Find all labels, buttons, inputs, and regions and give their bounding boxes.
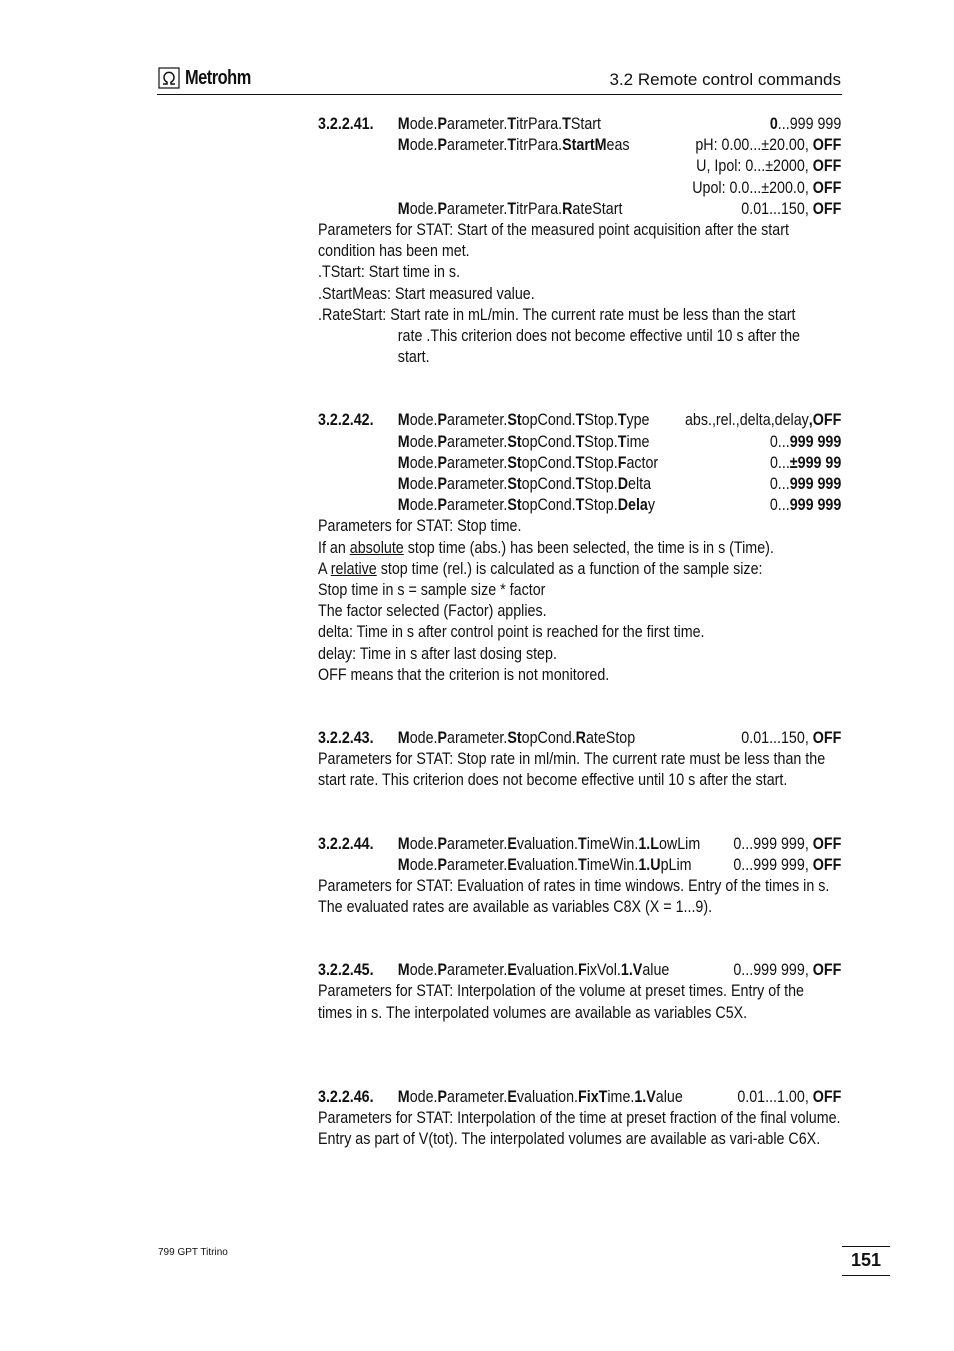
bold-fragment: P xyxy=(437,452,448,472)
description-text: If an xyxy=(318,537,350,557)
text-fragment: arameter. xyxy=(447,431,508,451)
text-fragment: arameter. xyxy=(447,473,508,493)
bold-fragment: OFF xyxy=(812,854,842,874)
text-fragment: Stop. xyxy=(584,410,618,430)
command-section xyxy=(318,833,841,918)
section-number: 3.2.2.43. xyxy=(318,727,374,747)
bold-fragment: 1.V xyxy=(620,960,643,980)
command-row xyxy=(318,833,841,854)
command-value-range xyxy=(741,198,841,219)
text-fragment: valuation. xyxy=(516,1086,579,1106)
bold-fragment: M xyxy=(397,833,410,853)
footer-product: 799 GPT Titrino xyxy=(158,1247,228,1258)
section-number: 3.2.2.41. xyxy=(318,114,374,133)
bold-fragment: T xyxy=(578,833,587,853)
command-name xyxy=(398,134,630,155)
bold-fragment: R xyxy=(575,727,586,747)
text-fragment: alue xyxy=(655,1086,683,1106)
description-text: .StartMeas: Start measured value. xyxy=(318,283,535,303)
text-fragment: pH: 0.00...±20.00, xyxy=(695,135,813,155)
command-value-range xyxy=(696,155,841,176)
description-line xyxy=(318,875,841,917)
section-description xyxy=(318,1107,841,1149)
command-value-range xyxy=(737,1086,841,1107)
bold-fragment: P xyxy=(437,727,448,747)
text-fragment: U, Ipol: 0...±2000, xyxy=(696,156,813,176)
bold-fragment: P xyxy=(437,410,448,430)
bold-fragment: T xyxy=(575,410,585,430)
bold-fragment: M xyxy=(397,473,410,493)
text-fragment: itrPara. xyxy=(516,114,563,133)
bold-fragment: P xyxy=(437,114,448,133)
section-description xyxy=(318,875,841,917)
command-row xyxy=(318,452,841,473)
command-value-range xyxy=(741,727,841,748)
bold-fragment: OFF xyxy=(812,727,842,747)
description-text: stop time (abs.) has been selected, the time is in s (Time). xyxy=(403,537,774,557)
command-value-range xyxy=(685,409,841,430)
text-fragment: valuation. xyxy=(516,833,579,853)
description-text: .RateStart: Start rate in mL/min. The current rate must be less than the start xyxy=(318,304,796,324)
description-line xyxy=(318,748,841,790)
command-name xyxy=(398,431,650,452)
bold-fragment: D xyxy=(617,473,629,493)
bold-fragment: T xyxy=(507,135,517,155)
description-text: A xyxy=(318,558,331,578)
bold-fragment: P xyxy=(437,960,448,980)
text-fragment: ode. xyxy=(409,410,438,430)
section-description xyxy=(318,980,841,1022)
section-number: 3.2.2.44. xyxy=(318,833,374,853)
command-name xyxy=(398,959,670,980)
section-title: 3.2 Remote control commands xyxy=(609,70,841,89)
bold-fragment: E xyxy=(507,960,517,980)
text-fragment: ode. xyxy=(409,833,438,853)
bold-fragment: St xyxy=(507,431,522,451)
command-row xyxy=(318,473,841,494)
description-line xyxy=(318,579,841,600)
text-fragment: opCond. xyxy=(521,410,576,430)
bold-fragment: P xyxy=(437,135,448,155)
text-fragment: ode. xyxy=(409,495,438,515)
description-text: Parameters for STAT: Interpolation of the volume at preset times. Entry of the times in s. The interpolated volumes are available as variables C5X. xyxy=(318,981,805,1022)
command-value-range xyxy=(733,959,841,980)
text-fragment: arameter. xyxy=(447,452,508,472)
bold-fragment: M xyxy=(397,727,410,747)
description-text: stop time (rel.) is calculated as a function of the sample size: xyxy=(376,558,763,578)
text-fragment: elta xyxy=(628,473,652,493)
bold-fragment: F xyxy=(578,960,587,980)
text-fragment: itrPara. xyxy=(516,198,563,218)
bold-fragment: P xyxy=(437,833,448,853)
command-row xyxy=(318,959,841,980)
command-row xyxy=(318,854,841,875)
bold-fragment: T xyxy=(578,854,587,874)
text-fragment: 0...999 999, xyxy=(733,854,813,874)
command-name xyxy=(398,409,650,430)
description-text: Parameters for STAT: Stop rate in ml/min. The current rate must be less than the start rate. This criterion does not become effective until 10 s after the start. xyxy=(318,749,826,790)
description-text: The factor selected (Factor) applies. xyxy=(318,601,547,621)
bold-fragment: OFF xyxy=(812,833,842,853)
command-section xyxy=(318,959,841,1023)
text-fragment: 0... xyxy=(769,452,790,472)
command-value-range xyxy=(770,431,841,452)
description-continuation: rate .This criterion does not become effective until 10 s after the xyxy=(397,325,800,345)
description-text: Parameters for STAT: Start of the measured point acquisition after the start condition has been met. xyxy=(318,219,789,261)
text-fragment: Stop. xyxy=(584,431,618,451)
text-fragment: 0...999 999, xyxy=(733,960,813,980)
bold-fragment: St xyxy=(507,410,522,430)
bold-fragment: P xyxy=(437,495,448,515)
text-fragment: 0... xyxy=(769,431,790,451)
bold-fragment: OFF xyxy=(812,177,842,197)
text-fragment: ateStart xyxy=(572,198,623,218)
section-description xyxy=(318,219,841,367)
text-fragment: opCond. xyxy=(521,727,576,747)
description-continuation: start. xyxy=(397,347,430,367)
text-fragment: ime. xyxy=(607,1086,635,1106)
bold-fragment: OFF xyxy=(812,135,842,155)
text-fragment: ode. xyxy=(409,473,438,493)
bold-fragment: M xyxy=(397,495,410,515)
command-row xyxy=(318,1086,841,1107)
command-value-range xyxy=(770,452,841,473)
text-fragment: arameter. xyxy=(447,114,508,133)
bold-fragment: T xyxy=(617,431,627,451)
bold-fragment: R xyxy=(562,198,573,218)
bold-fragment: M xyxy=(397,410,410,430)
command-value-range xyxy=(770,113,841,134)
description-text: Stop time in s = sample size * factor xyxy=(318,579,546,599)
bold-fragment: T xyxy=(575,431,585,451)
bold-fragment: 1.L xyxy=(638,833,659,853)
command-name xyxy=(398,113,601,134)
text-fragment: Stop. xyxy=(584,495,618,515)
text-fragment: Start xyxy=(570,114,602,133)
command-name xyxy=(398,473,651,494)
description-text: OFF means that the criterion is not monitored. xyxy=(318,664,610,684)
text-fragment: Stop. xyxy=(584,452,618,472)
bold-fragment: T xyxy=(507,114,517,133)
bold-fragment: P xyxy=(437,854,448,874)
bold-fragment: St xyxy=(507,727,522,747)
text-fragment: pLim xyxy=(660,854,692,874)
command-section xyxy=(318,409,841,685)
text-fragment: arameter. xyxy=(447,854,508,874)
text-fragment: Upol: 0.0...±200.0, xyxy=(692,177,813,197)
description-line xyxy=(318,1107,841,1149)
description-line xyxy=(318,537,841,558)
command-row xyxy=(318,494,841,515)
text-fragment: arameter. xyxy=(447,198,508,218)
bold-fragment: P xyxy=(437,431,448,451)
text-fragment: 0.01...150, xyxy=(741,727,813,747)
text-fragment: ode. xyxy=(409,198,438,218)
description-line xyxy=(318,304,841,325)
sections-container xyxy=(318,113,841,1149)
description-line xyxy=(318,283,841,304)
command-row xyxy=(318,431,841,452)
text-fragment: alue xyxy=(642,960,670,980)
bold-fragment: OFF xyxy=(812,1086,842,1106)
bold-fragment: P xyxy=(437,473,448,493)
bold-fragment: M xyxy=(397,114,410,133)
bold-fragment: P xyxy=(437,1086,448,1106)
bold-fragment: T xyxy=(617,410,627,430)
text-fragment: ode. xyxy=(409,1086,438,1106)
bold-fragment: 999 999 xyxy=(789,473,842,493)
command-name xyxy=(398,1086,683,1107)
bold-fragment: E xyxy=(507,854,517,874)
description-text: Parameters for STAT: Evaluation of rates in time windows. Entry of the times in s. The evaluated rates are available as variables C8X (X = 1...9). xyxy=(318,875,830,917)
underlined-term: relative xyxy=(330,558,377,578)
section-number: 3.2.2.46. xyxy=(318,1086,374,1106)
bold-fragment: T xyxy=(575,473,585,493)
command-row xyxy=(318,198,841,219)
command-row xyxy=(318,409,841,430)
underlined-term: absolute xyxy=(349,537,404,557)
command-name xyxy=(398,727,635,748)
command-section xyxy=(318,1086,841,1150)
bold-fragment: E xyxy=(507,1086,517,1106)
section-description xyxy=(318,748,841,790)
bold-fragment: 999 999 xyxy=(789,495,842,515)
bold-fragment: OFF xyxy=(812,198,842,218)
text-fragment: ode. xyxy=(409,960,438,980)
text-fragment: ateStop xyxy=(585,727,636,747)
text-fragment: imeWin. xyxy=(586,854,639,874)
bold-fragment: St xyxy=(507,495,522,515)
text-fragment: ixVol. xyxy=(586,960,621,980)
text-fragment: ode. xyxy=(409,114,438,133)
text-fragment: ype xyxy=(626,410,650,430)
bold-fragment: ,OFF xyxy=(808,410,842,430)
bold-fragment: T xyxy=(562,114,571,133)
text-fragment: ime xyxy=(626,431,650,451)
command-value-range xyxy=(695,134,841,155)
description-text: Parameters for STAT: Interpolation of the time at preset fraction of the final volume. Entry as part of V(tot). The interpolated volumes are available as vari-able C6X. xyxy=(318,1108,841,1149)
command-row xyxy=(318,113,841,134)
logo-text: Metrohm xyxy=(185,66,251,89)
bold-fragment: St xyxy=(507,452,522,472)
description-text: Parameters for STAT: Stop time. xyxy=(318,516,522,536)
command-value-range xyxy=(733,833,841,854)
bold-fragment: FixT xyxy=(578,1086,608,1106)
bold-fragment: 1.U xyxy=(638,854,661,874)
bold-fragment: OFF xyxy=(812,960,842,980)
text-fragment: itrPara. xyxy=(516,135,563,155)
text-fragment: valuation. xyxy=(516,854,579,874)
bold-fragment: T xyxy=(507,198,517,218)
text-fragment: y xyxy=(647,495,656,515)
bold-fragment: E xyxy=(507,833,517,853)
description-text: .TStart: Start time in s. xyxy=(318,262,461,282)
bold-fragment: M xyxy=(397,431,410,451)
bold-fragment: M xyxy=(397,198,410,218)
description-line xyxy=(318,261,841,282)
command-row xyxy=(318,134,841,155)
command-name xyxy=(398,198,623,219)
command-row xyxy=(318,177,841,198)
text-fragment: ode. xyxy=(409,727,438,747)
text-fragment: 0.01...150, xyxy=(741,198,813,218)
metrohm-logo xyxy=(158,66,265,90)
section-description xyxy=(318,515,841,685)
footer-rule-bottom xyxy=(842,1275,890,1276)
bold-fragment: M xyxy=(397,135,410,155)
footer-rule-top xyxy=(842,1246,890,1247)
bold-fragment: OFF xyxy=(812,156,842,176)
bold-fragment: ±999 99 xyxy=(789,452,842,472)
text-fragment: arameter. xyxy=(447,1086,508,1106)
command-value-range xyxy=(770,473,841,494)
text-fragment: ode. xyxy=(409,452,438,472)
text-fragment: arameter. xyxy=(447,833,508,853)
text-fragment: arameter. xyxy=(447,495,508,515)
description-line xyxy=(318,621,841,642)
header-rule xyxy=(157,94,842,95)
text-fragment: 0... xyxy=(769,473,790,493)
page-number: 151 xyxy=(850,1250,882,1270)
text-fragment: arameter. xyxy=(447,727,508,747)
command-value-range xyxy=(692,177,841,198)
bold-fragment: M xyxy=(397,1086,410,1106)
command-section xyxy=(318,727,841,791)
text-fragment: Stop. xyxy=(584,473,618,493)
text-fragment: opCond. xyxy=(521,495,576,515)
bold-fragment: M xyxy=(397,960,410,980)
text-fragment: opCond. xyxy=(521,452,576,472)
section-number: 3.2.2.42. xyxy=(318,410,374,430)
description-line xyxy=(318,980,841,1022)
command-value-range xyxy=(733,854,841,875)
bold-fragment: T xyxy=(575,495,585,515)
command-name xyxy=(398,494,655,515)
description-line xyxy=(318,600,841,621)
description-line xyxy=(318,515,841,536)
bold-fragment: St xyxy=(507,473,522,493)
omega-logo-icon xyxy=(158,67,180,89)
text-fragment: 0... xyxy=(769,495,790,515)
text-fragment: arameter. xyxy=(447,410,508,430)
text-fragment: eas xyxy=(606,135,630,155)
text-fragment: ...999 999 xyxy=(777,114,842,133)
bold-fragment: 999 999 xyxy=(789,431,842,451)
description-text: delta: Time in s after control point is reached for the first time. xyxy=(318,622,705,642)
bold-fragment: M xyxy=(397,854,410,874)
bold-fragment: Dela xyxy=(617,495,648,515)
text-fragment: opCond. xyxy=(521,431,576,451)
section-number: 3.2.2.45. xyxy=(318,960,374,980)
bold-fragment: M xyxy=(397,452,410,472)
text-fragment: arameter. xyxy=(447,960,508,980)
bold-fragment: F xyxy=(617,452,627,472)
bold-fragment: 0 xyxy=(769,114,778,133)
command-row xyxy=(318,155,841,176)
bold-fragment: StartM xyxy=(562,135,607,155)
text-fragment: 0.01...1.00, xyxy=(737,1086,813,1106)
text-fragment: abs.,rel.,delta,delay xyxy=(684,410,809,430)
command-name xyxy=(398,452,658,473)
text-fragment: ode. xyxy=(409,854,438,874)
command-name xyxy=(398,854,692,875)
description-line xyxy=(318,558,841,579)
description-line xyxy=(318,664,841,685)
text-fragment: owLim xyxy=(658,833,701,853)
bold-fragment: P xyxy=(437,198,448,218)
description-line xyxy=(318,643,841,664)
bold-fragment: 1.V xyxy=(634,1086,656,1106)
text-fragment: actor xyxy=(626,452,659,472)
command-name xyxy=(398,833,700,854)
page-content xyxy=(318,113,841,1149)
text-fragment: ode. xyxy=(409,431,438,451)
command-section xyxy=(318,113,841,367)
command-row xyxy=(318,727,841,748)
text-fragment: opCond. xyxy=(521,473,576,493)
text-fragment: arameter. xyxy=(447,135,508,155)
text-fragment: ode. xyxy=(409,135,438,155)
text-fragment: valuation. xyxy=(516,960,579,980)
description-line xyxy=(318,219,841,261)
text-fragment: imeWin. xyxy=(586,833,639,853)
command-value-range xyxy=(770,494,841,515)
text-fragment: 0...999 999, xyxy=(733,833,813,853)
bold-fragment: T xyxy=(575,452,585,472)
description-text: delay: Time in s after last dosing step. xyxy=(318,643,557,663)
